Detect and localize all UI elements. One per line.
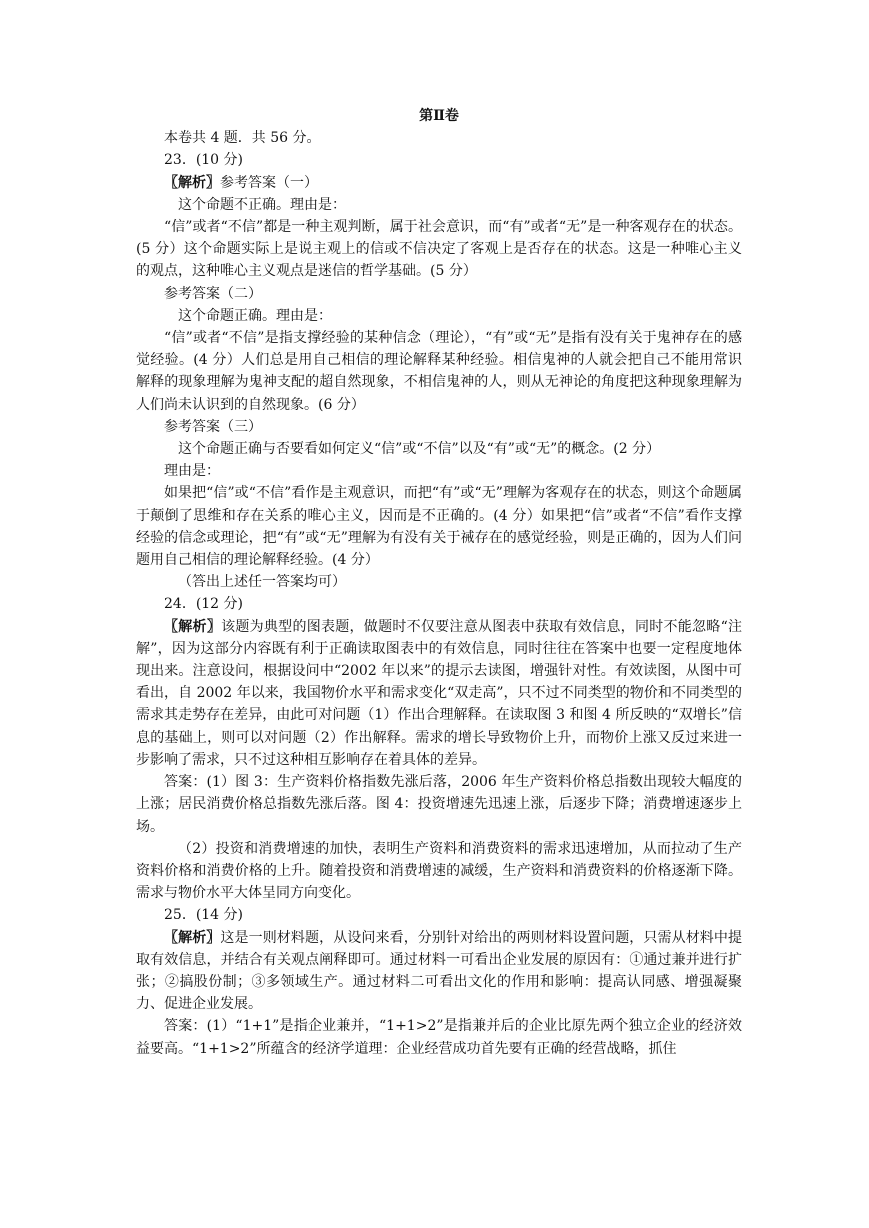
- paragraph: [136, 216, 742, 283]
- paragraph-text: （2）投资和消费增速的加快，表明生产资料和消费资料的需求迅速增加，从而拉动了生产资料价格和消费价格的上升。随着投资和消费增速的减缓，生产资料和消费资料的价格逐渐下降。需求与物价水平大体呈同方向变化。: [136, 840, 742, 902]
- paragraph: [136, 593, 742, 615]
- paragraph-text: 23．(10 分): [164, 152, 244, 169]
- paragraph: [136, 305, 742, 327]
- paragraph-text: 理由是：: [164, 463, 220, 480]
- paragraph: [136, 571, 742, 593]
- paragraph-text: 这个命题正确与否要看如何定义“信”或“不信”以及“有”或“无”的概念。(2 分）: [178, 441, 661, 458]
- paragraph: [136, 482, 742, 571]
- paragraph: [136, 771, 742, 838]
- paragraph: [136, 283, 742, 305]
- paragraph-text: 24．(12 分): [164, 596, 244, 613]
- paragraph-list: [136, 127, 742, 1060]
- paragraph: [136, 1015, 742, 1059]
- paragraph: [136, 927, 742, 1016]
- paragraph-text: 这是一则材料题，从设问来看，分别针对给出的两则材料设置问题，只需从材料中提取有效信息，并结合有关观点阐释即可。通过材料一可看出企业发展的原因有：①通过兼并进行扩张；②搞股份制；③多领域生产。通过材料二可看出文化的作用和影响：提高认同感、增强凝聚力、促进企业发展。: [136, 929, 743, 1013]
- analysis-marker: 〖解析〗: [164, 929, 221, 946]
- paragraph: [136, 194, 742, 216]
- paragraph: [136, 172, 742, 194]
- paragraph: [136, 904, 742, 926]
- paragraph: [136, 838, 742, 905]
- paragraph-text: “信”或者“不信”都是一种主观判断，属于社会意识，而“有”或者“无”是一种客观存在的状态。(5 分）这个命题实际上是说主观上的信或不信决定了客观上是否存在的状态。这是一种唯心主义的观点，这种唯心主义观点是迷信的哲学基础。(5 分）: [136, 219, 742, 280]
- paragraph-text: 答案：(1）图 3：生产资料价格指数先涨后落，2006 年生产资料价格总指数出现较大幅度的上涨；居民消费价格总指数先涨后落。图 4：投资增速先迅速上涨，后逐步下降；消费增速逐步上场。: [136, 774, 742, 835]
- analysis-marker: 〖解析〗: [164, 618, 222, 635]
- paragraph-text: 参考答案（三）: [164, 418, 262, 435]
- paragraph-text: 参考答案（二）: [164, 285, 262, 302]
- paragraph-text: 本卷共 4 题．共 56 分。: [164, 130, 321, 147]
- section-title: 第Ⅱ卷: [419, 108, 459, 124]
- paragraph-text: 25．(14 分): [164, 907, 244, 924]
- paragraph-text: 这个命题正确。理由是：: [178, 307, 332, 324]
- paragraph-text: 答案：(1）“1+1”是指企业兼并，“1+1>2”是指兼并后的企业比原先两个独立企业的经济效益要高。“1+1>2”所蕴含的经济学道理：企业经营成功首先要有正确的经营战略，抓住: [136, 1018, 742, 1057]
- analysis-marker: 〖解析〗: [164, 174, 220, 191]
- paragraph: [136, 438, 742, 460]
- paragraph: [136, 460, 742, 482]
- paragraph: [136, 416, 742, 438]
- paragraph-text: 该题为典型的图表题，做题时不仅要注意从图表中获取有效信息，同时不能忽略“注解”，因为这部分内容既有利于正确读取图表中的有效信息，同时往往在答案中也要一定程度地体现出来。注意设问，根据设问中“2002 年以来”的提示去读图，增强针对性。有效读图，从图中可看出，自 2002 年以来，我国物价水平和需求变化“双走高”，只不过不同类型的物价和不同类型的需求其走势存在差异，由此可对问题（1）作出合理解释。在读取图 3 和图 4 所反映的“双增长”信息的基础上，则可以对问题（2）作出解释。需求的增长导致物价上升，而物价上涨又反过来进一步影响了需求，只不过这种相互影响存在着具体的差异。: [136, 618, 743, 768]
- paragraph: [136, 616, 742, 771]
- answer-content: [136, 105, 742, 1060]
- paragraph-text: 如果把“信”或“不信”看作是主观意识，而把“有”或“无”理解为客观存在的状态，则这个命题属于颠倒了思维和存在关系的唯心主义，因而是不正确的。(4 分）如果把“信”或者“不信”看作支撑经验的信念或理论，把“有”或“无”理解为有没有关于祴存在的感觉经验，则是正确的，因为人们问题用自己相信的理论解释经验。(4 分）: [136, 485, 742, 569]
- paragraph: [136, 127, 742, 149]
- paragraph: [136, 149, 742, 171]
- paragraph-text: 这个命题不正确。理由是：: [178, 196, 346, 213]
- paragraph-text: “信”或者“不信”是指支撑经验的某种信念（理论），“有”或“无”是指有没有关于鬼神存在的感觉经验。(4 分）人们总是用自己相信的理论解释某种经验。相信鬼神的人就会把自己不能用常识解释的现象理解为鬼神支配的超自然现象，不相信鬼神的人，则从无神论的角度把这种现象理解为人们尚未认识到的自然现象。(6 分）: [136, 330, 742, 413]
- paragraph-text: （答出上述任一答案均可）: [178, 574, 346, 591]
- paragraph: [136, 327, 742, 416]
- paragraph-text: 参考答案（一）: [220, 174, 318, 191]
